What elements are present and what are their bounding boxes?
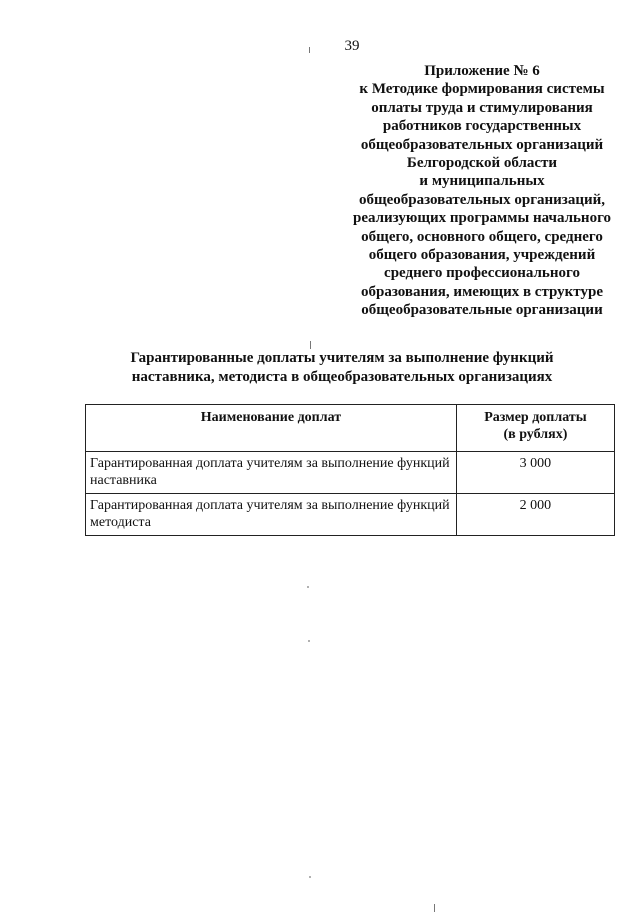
header-amount-line1: Размер доплаты bbox=[484, 410, 587, 425]
allowance-name-cell: Гарантированная доплата учителям за выполнение функций методиста bbox=[86, 494, 457, 536]
annex-line: оплаты труда и стимулирования bbox=[371, 99, 593, 116]
scan-mark bbox=[309, 47, 310, 53]
annex-line: реализующих программы начального bbox=[352, 210, 612, 227]
scan-dot bbox=[308, 640, 310, 642]
annex-line: общего образования, учреждений bbox=[368, 247, 596, 264]
annex-line: работников государственных bbox=[382, 118, 582, 135]
annex-line: общеобразовательные организации bbox=[361, 302, 603, 319]
allowance-name-cell: Гарантированная доплата учителям за выполнение функций наставника bbox=[86, 452, 457, 494]
annex-line: Приложение № 6 bbox=[424, 63, 540, 79]
table-row bbox=[86, 452, 615, 494]
annex-line: общего, основного общего, среднего bbox=[361, 228, 603, 245]
annex-line: образования, имеющих в структуре bbox=[361, 283, 603, 300]
scan-dot bbox=[307, 586, 309, 588]
title-line: Гарантированные доплаты учителям за выполнение функций bbox=[130, 350, 554, 366]
document-title bbox=[82, 349, 602, 386]
scan-mark bbox=[310, 341, 311, 349]
allowance-amount-cell: 2 000 bbox=[456, 494, 614, 536]
header-allowance-amount bbox=[456, 405, 614, 452]
annex-line: общеобразовательных организаций, bbox=[358, 191, 606, 208]
annex-line: Белгородской области bbox=[406, 155, 558, 172]
scan-mark bbox=[434, 904, 435, 912]
annex-line: общеобразовательных организаций bbox=[360, 136, 604, 153]
page-number: 39 bbox=[344, 38, 360, 54]
header-allowance-name: Наименование доплат bbox=[86, 405, 457, 452]
title-line: наставника, методиста в общеобразовательных организациях bbox=[131, 368, 553, 385]
table-row bbox=[86, 494, 615, 536]
table-header-row bbox=[86, 405, 615, 452]
annex-line: к Методике формирования системы bbox=[359, 81, 605, 98]
header-amount-line2: (в рублях) bbox=[503, 427, 568, 442]
annex-header bbox=[344, 62, 620, 320]
allowances-table bbox=[85, 404, 615, 536]
allowance-amount-cell: 3 000 bbox=[456, 452, 614, 494]
scan-dot bbox=[309, 876, 311, 878]
annex-line: среднего профессионального bbox=[384, 265, 580, 282]
annex-line: и муниципальных bbox=[419, 173, 545, 190]
